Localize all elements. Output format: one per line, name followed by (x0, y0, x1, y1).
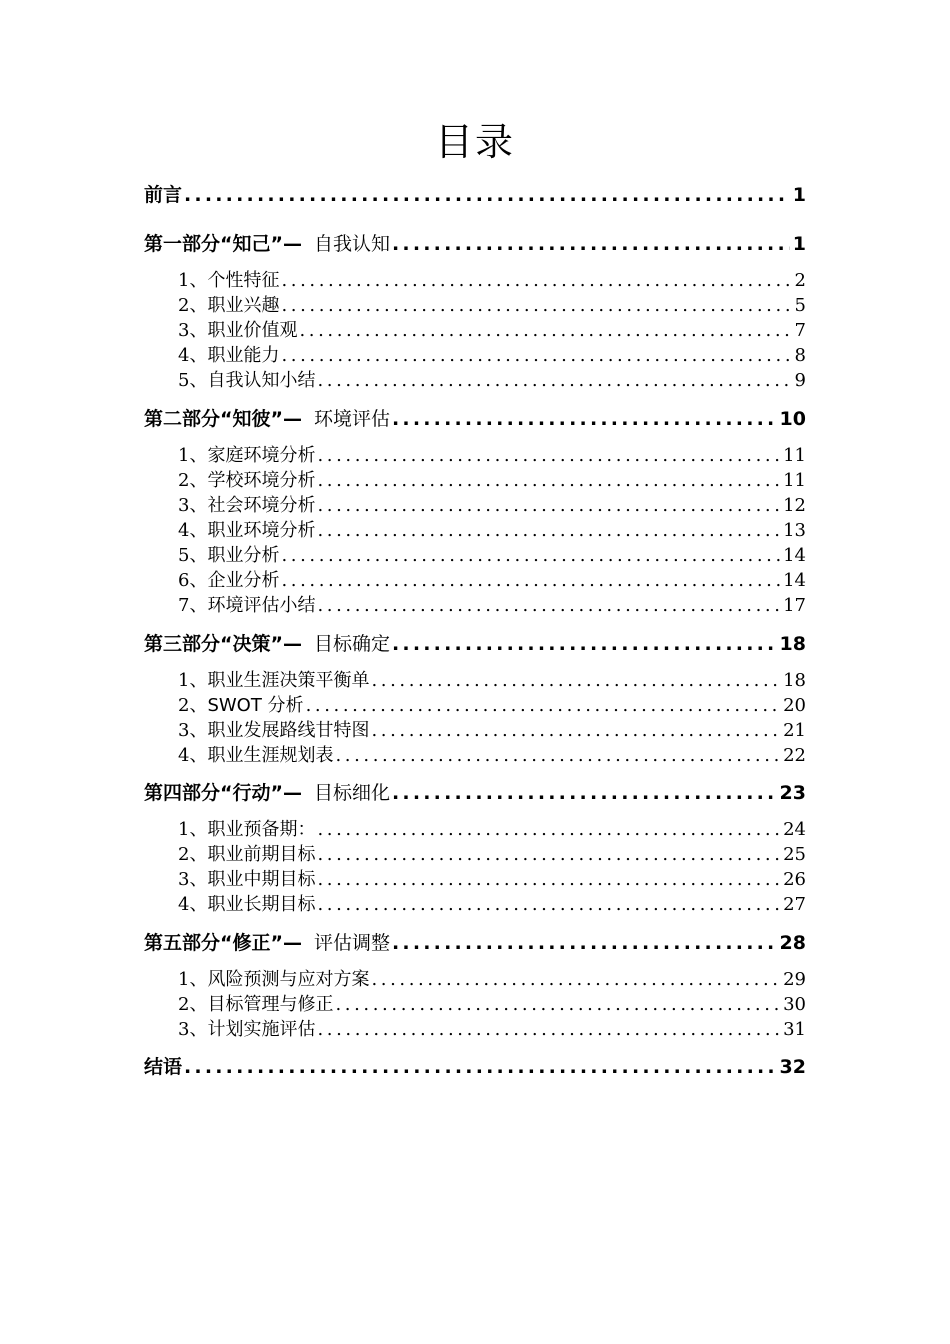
toc-chapter-entry[interactable] (144, 1054, 806, 1080)
toc-section-entry[interactable] (178, 443, 806, 468)
toc-page-number: 24 (783, 819, 806, 840)
toc-section-entry[interactable] (178, 817, 806, 842)
toc-section-number: 5、 (178, 545, 208, 566)
toc-dot-leader (317, 493, 780, 518)
toc-section-number: 3、 (178, 869, 208, 890)
toc-dot-leader (392, 406, 777, 432)
toc-section-entry[interactable] (178, 1017, 806, 1042)
toc-dot-leader (281, 293, 791, 318)
toc-section-entry[interactable] (178, 892, 806, 917)
toc-dot-leader (317, 892, 780, 917)
toc-page-number: 14 (783, 570, 806, 591)
toc-section-title: 职业兴趣 (207, 295, 280, 316)
toc-section-title: 目标管理与修正 (207, 994, 334, 1015)
toc-page-number: 31 (783, 1019, 806, 1040)
toc-section-number: 1、 (178, 445, 208, 466)
toc-page-number: 27 (783, 894, 806, 915)
toc-section-title: 计划实施评估 (207, 1019, 316, 1040)
toc-section-number: 2、 (178, 470, 208, 491)
toc-dot-leader (317, 1017, 780, 1042)
toc-section-number: 3、 (178, 320, 208, 341)
toc-chapter-title: 结语 (144, 1056, 183, 1078)
toc-section-title: 职业能力 (207, 345, 280, 366)
toc-chapter-entry[interactable] (144, 631, 806, 657)
toc-section-title: 企业分析 (207, 570, 280, 591)
toc-section-entry[interactable] (178, 343, 806, 368)
toc-section-number: 1、 (178, 819, 208, 840)
toc-dot-leader (317, 443, 780, 468)
toc-dot-leader (306, 693, 781, 718)
toc-dot-leader (392, 631, 777, 657)
toc-dot-leader (299, 318, 791, 343)
toc-page-number: 29 (783, 969, 806, 990)
toc-section-number: 1、 (178, 670, 208, 691)
toc-page-number: 11 (783, 445, 806, 466)
toc-section-entry[interactable] (178, 518, 806, 543)
toc-dot-leader (317, 468, 780, 493)
toc-chapter-title: 第二部分“知彼”— (144, 408, 302, 430)
toc-section-entry[interactable] (178, 718, 806, 743)
toc-section-title: 职业生涯规划表 (207, 745, 334, 766)
toc-page-number: 21 (783, 720, 806, 741)
toc-dot-leader (281, 568, 780, 593)
toc-page-number: 30 (783, 994, 806, 1015)
toc-section-entry[interactable] (178, 992, 806, 1017)
toc-chapter-title: 第一部分“知己”— (144, 233, 302, 255)
toc-section-title: 家庭环境分析 (207, 445, 316, 466)
toc-section-number: 1、 (178, 270, 208, 291)
toc-chapter-subtitle: 目标确定 (313, 633, 390, 655)
toc-section-entry[interactable] (178, 743, 806, 768)
toc-section-number: 1、 (178, 969, 208, 990)
toc-dot-leader (317, 842, 780, 867)
toc-section-title: 个性特征 (207, 270, 280, 291)
toc-section-entry[interactable] (178, 368, 806, 393)
toc-section-title: SWOT 分析 (207, 695, 304, 716)
toc-dot-leader (371, 668, 780, 693)
toc-chapter-entry[interactable] (144, 780, 806, 806)
toc-chapter-title: 前言 (144, 184, 183, 206)
toc-page-number: 5 (794, 295, 806, 316)
toc-section-number: 2、 (178, 295, 208, 316)
toc-chapter-subtitle: 环境评估 (313, 408, 390, 430)
toc-page-number: 14 (783, 545, 806, 566)
toc-section-entry[interactable] (178, 543, 806, 568)
toc-dot-leader (281, 343, 791, 368)
toc-chapter-title: 第四部分“行动”— (144, 782, 302, 804)
toc-chapter-title: 第三部分“决策”— (144, 633, 302, 655)
toc-chapter-entry[interactable] (144, 231, 806, 257)
toc-chapter-entry[interactable] (144, 930, 806, 956)
toc-page-number: 32 (779, 1056, 806, 1078)
toc-dot-leader (392, 231, 790, 257)
toc-section-number: 4、 (178, 745, 208, 766)
toc-section-entry[interactable] (178, 318, 806, 343)
toc-section-title: 社会环境分析 (207, 495, 316, 516)
toc-dot-leader (335, 992, 780, 1017)
toc-page-number: 7 (794, 320, 806, 341)
toc-section-number: 3、 (178, 720, 208, 741)
toc-section-number: 3、 (178, 1019, 208, 1040)
page-title: 目录 (434, 120, 515, 164)
toc-section-entry[interactable] (178, 468, 806, 493)
toc-section-title: 职业预备期： (207, 819, 316, 840)
toc-section-number: 2、 (178, 844, 208, 865)
toc-section-title: 职业长期目标 (207, 894, 316, 915)
toc-chapter-entry[interactable] (144, 406, 806, 432)
toc-chapter-subtitle: 自我认知 (313, 233, 390, 255)
toc-chapter-subtitle: 目标细化 (313, 782, 390, 804)
toc-dot-leader (371, 718, 780, 743)
toc-section-number: 7、 (178, 595, 208, 616)
toc-section-title: 职业环境分析 (207, 520, 316, 541)
toc-section-title: 职业分析 (207, 545, 280, 566)
toc-section-title: 职业中期目标 (207, 869, 316, 890)
toc-chapter-title: 第五部分“修正”— (144, 932, 302, 954)
toc-page-number: 20 (783, 695, 806, 716)
toc-section-title: 职业发展路线甘特图 (207, 720, 370, 741)
toc-page-number: 22 (783, 745, 806, 766)
toc-page-number: 23 (779, 782, 806, 804)
toc-section-number: 4、 (178, 345, 208, 366)
toc-section-number: 4、 (178, 894, 208, 915)
toc-section-entry[interactable] (178, 493, 806, 518)
toc-page-number: 13 (783, 520, 806, 541)
toc-page-number: 12 (783, 495, 806, 516)
toc-page-number: 10 (779, 408, 806, 430)
toc-page-number: 18 (779, 633, 806, 655)
toc-section-entry[interactable] (178, 593, 806, 618)
toc-dot-leader (392, 780, 777, 806)
toc-page-number: 9 (794, 370, 806, 391)
toc-section-title: 职业生涯决策平衡单 (207, 670, 370, 691)
toc-section-entry[interactable] (178, 867, 806, 892)
toc-section-title: 风险预测与应对方案 (207, 969, 370, 990)
toc-section-title: 职业前期目标 (207, 844, 316, 865)
toc-page-number: 25 (783, 844, 806, 865)
toc-dot-leader (317, 368, 791, 393)
toc-page-number: 8 (794, 345, 806, 366)
toc-section-number: 2、 (178, 695, 208, 716)
toc-dot-leader (281, 543, 780, 568)
toc-page-number: 18 (783, 670, 806, 691)
toc-section-entry[interactable] (178, 268, 806, 293)
toc-section-number: 6、 (178, 570, 208, 591)
toc-section-entry[interactable] (178, 842, 806, 867)
toc-section-entry[interactable] (178, 967, 806, 992)
toc-section-number: 5、 (178, 370, 208, 391)
toc-page-number: 1 (792, 184, 806, 206)
toc-page-number: 2 (794, 270, 806, 291)
toc-section-title: 环境评估小结 (207, 595, 316, 616)
toc-section-number: 3、 (178, 495, 208, 516)
toc-section-entry[interactable] (178, 568, 806, 593)
toc-section-entry[interactable] (178, 693, 806, 718)
toc-dot-leader (184, 1054, 777, 1080)
toc-page-number: 11 (783, 470, 806, 491)
toc-page-number: 26 (783, 869, 806, 890)
toc-dot-leader (184, 182, 790, 208)
toc-section-title: 自我认知小结 (207, 370, 316, 391)
toc-section-number: 4、 (178, 520, 208, 541)
toc-chapter-entry[interactable] (144, 182, 806, 208)
toc-page-number: 17 (783, 595, 806, 616)
toc-page-number: 1 (792, 233, 806, 255)
toc-page-number: 28 (779, 932, 806, 954)
toc-section-entry[interactable] (178, 668, 806, 693)
toc-dot-leader (392, 930, 777, 956)
toc-dot-leader (317, 593, 780, 618)
toc-section-entry[interactable] (178, 293, 806, 318)
toc-dot-leader (281, 268, 791, 293)
toc-section-title: 职业价值观 (207, 320, 298, 341)
toc-chapter-subtitle: 评估调整 (313, 932, 390, 954)
toc-dot-leader (317, 817, 780, 842)
toc-section-number: 2、 (178, 994, 208, 1015)
toc-dot-leader (335, 743, 780, 768)
toc-dot-leader (317, 867, 780, 892)
toc-section-title: 学校环境分析 (207, 470, 316, 491)
toc-dot-leader (317, 518, 780, 543)
toc-dot-leader (371, 967, 780, 992)
